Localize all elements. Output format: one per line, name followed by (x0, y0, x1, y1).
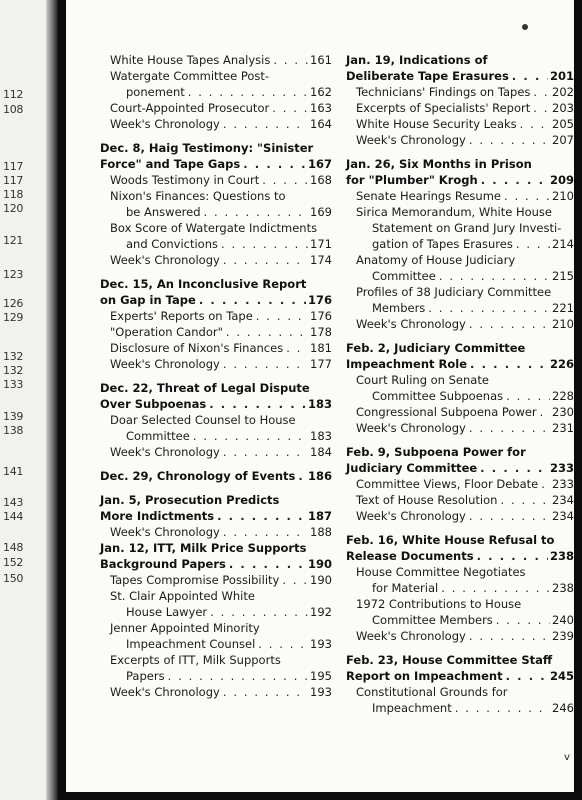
dot-leader (259, 172, 308, 188)
dot-leader (283, 340, 308, 356)
dot-leader (509, 68, 548, 84)
toc-entry (100, 572, 332, 588)
entry-title: Week's Chronology (110, 685, 220, 699)
entry-title: Anatomy of House Judiciary (356, 253, 516, 267)
dot-leader (220, 524, 308, 540)
page-number: 184 (310, 445, 332, 459)
dot-leader (279, 572, 308, 588)
entry-title: Dec. 8, Haig Testimony: "Sinister (100, 141, 314, 155)
page-number: 183 (307, 397, 332, 411)
page-number: 234 (552, 493, 574, 507)
page-number: 234 (552, 509, 574, 523)
entry-title: Week's Chronology (356, 509, 466, 523)
gutter-number: 138 (3, 424, 24, 437)
toc-entry (346, 700, 574, 716)
entry-title: Feb. 16, White House Refusal to (346, 533, 555, 547)
entry-title: Committee (372, 269, 436, 283)
section-heading (346, 356, 574, 372)
page-number: 181 (310, 341, 332, 355)
dot-leader (196, 292, 306, 308)
toc-entry (100, 524, 332, 540)
entry-title: on Gap in Tape (100, 293, 196, 307)
entry-title: Feb. 23, House Committee Staff (346, 653, 553, 667)
page-number: 238 (552, 581, 574, 595)
page-number: 186 (307, 469, 332, 483)
section-gap (346, 332, 574, 340)
dot-leader (467, 356, 548, 372)
dot-leader (497, 492, 550, 508)
gutter-number: 120 (3, 202, 24, 215)
toc-entry (100, 68, 332, 84)
section-heading (346, 652, 574, 668)
toc-entry (346, 268, 574, 284)
dot-leader (214, 508, 306, 524)
entry-title: 1972 Contributions to House (356, 597, 522, 611)
section-heading (346, 548, 574, 564)
gutter-number: 150 (3, 572, 24, 585)
section-gap (346, 644, 574, 652)
page-number: 162 (310, 85, 332, 99)
toc-entry (346, 580, 574, 596)
dot-leader (466, 508, 550, 524)
page-number: 188 (310, 525, 332, 539)
gutter-number: 143 (3, 496, 24, 509)
entry-title: Impeachment Role (346, 357, 468, 371)
entry-title: "Operation Candor" (110, 325, 223, 339)
entry-title: Background Papers (100, 557, 226, 571)
toc-entry (100, 636, 332, 652)
page-number: 176 (307, 293, 332, 307)
dot-leader (503, 668, 548, 684)
toc-entry (100, 172, 332, 188)
entry-title: Committee Members (372, 613, 493, 627)
toc-entry (346, 492, 574, 508)
dot-leader (466, 420, 550, 436)
page-number: 202 (552, 85, 574, 99)
dot-leader (501, 188, 550, 204)
entry-title: More Indictments (100, 509, 215, 523)
entry-title: Papers (126, 669, 165, 683)
page-number: 210 (552, 317, 574, 331)
gutter-number: 139 (3, 410, 24, 423)
section-gap (100, 132, 332, 140)
page-number: 161 (310, 53, 332, 67)
entry-title: Woods Testimony in Court (110, 173, 260, 187)
page-number: 240 (552, 613, 574, 627)
toc-entry (100, 356, 332, 372)
gutter-number: 108 (3, 103, 24, 116)
page-number: 163 (310, 101, 332, 115)
dot-leader (270, 52, 308, 68)
page-number: 178 (310, 325, 332, 339)
entry-title: Dec. 29, Chronology of Events (100, 469, 296, 483)
page-number: 246 (552, 701, 574, 715)
dot-leader (220, 356, 308, 372)
section-heading (100, 380, 332, 396)
page-number: 231 (552, 421, 574, 435)
dot-leader (220, 684, 308, 700)
toc-entry (100, 220, 332, 236)
entry-title: Statement on Grand Jury Investi- (372, 221, 562, 235)
toc-entry (346, 420, 574, 436)
toc-entry (100, 252, 332, 268)
entry-title: Release Documents (346, 549, 474, 563)
page-number: 239 (552, 629, 574, 643)
toc-entry (100, 684, 332, 700)
toc-entry (346, 100, 574, 116)
toc-entry (100, 668, 332, 684)
toc-entry (100, 116, 332, 132)
entry-title: Impeachment (372, 701, 452, 715)
gutter-number: 118 (3, 188, 24, 201)
page-number: 201 (549, 69, 574, 83)
dot-leader (201, 204, 309, 220)
entry-title: ponement (126, 85, 185, 99)
entry-title: Jan. 5, Prosecution Predicts (100, 493, 280, 507)
toc-entry (346, 236, 574, 252)
page-number: 207 (552, 133, 574, 147)
entry-title: Impeachment Counsel (126, 637, 256, 651)
page-number: 176 (310, 309, 332, 323)
section-heading (346, 156, 574, 172)
entry-title: Week's Chronology (110, 253, 220, 267)
page-number: 214 (552, 237, 574, 251)
previous-page-margin (0, 0, 58, 800)
dot-leader (425, 300, 550, 316)
entry-title: for "Plumber" Krogh (346, 173, 478, 187)
dot-leader (517, 116, 550, 132)
dot-leader (207, 604, 308, 620)
gutter-number: 152 (3, 556, 24, 569)
page-number: 233 (552, 477, 574, 491)
toc-entry (100, 652, 332, 668)
toc-entry (100, 236, 332, 252)
dot-leader (530, 84, 550, 100)
dot-leader (220, 116, 308, 132)
dot-leader (466, 316, 550, 332)
toc-entry (100, 100, 332, 116)
dot-leader (295, 468, 306, 484)
entry-title: Committee Views, Floor Debate (356, 477, 539, 491)
entry-title: House Lawyer (126, 605, 208, 619)
toc-entry (346, 404, 574, 420)
dot-leader (220, 444, 308, 460)
page-number: 228 (552, 389, 574, 403)
entry-title: Report on Impeachment (346, 669, 503, 683)
entry-title: Technicians' Findings on Tapes (356, 85, 531, 99)
section-heading (346, 340, 574, 356)
section-gap (100, 484, 332, 492)
toc-entry (100, 444, 332, 460)
dot-leader (538, 476, 550, 492)
page-number: 187 (307, 509, 332, 523)
dot-leader (190, 428, 308, 444)
entry-title: Tapes Compromise Possibility (110, 573, 280, 587)
ink-speck (522, 24, 528, 30)
contents-column-left (100, 52, 332, 700)
toc-entry (346, 476, 574, 492)
toc-entry (100, 340, 332, 356)
page-number: 190 (307, 557, 332, 571)
entry-title: Jan. 12, ITT, Milk Price Supports (100, 541, 307, 555)
entry-title: for Material (372, 581, 439, 595)
entry-title: and Convictions (126, 237, 218, 251)
dot-leader (493, 612, 550, 628)
page-number: 167 (307, 157, 332, 171)
dot-leader (253, 308, 308, 324)
section-heading (100, 156, 332, 172)
section-heading (100, 140, 332, 156)
section-heading (346, 444, 574, 460)
page-number: 230 (552, 405, 574, 419)
contents-column-right (346, 52, 574, 716)
page-number: 226 (549, 357, 574, 371)
gutter-number: 132 (3, 350, 24, 363)
toc-entry (346, 252, 574, 268)
entry-title: Week's Chronology (356, 421, 466, 435)
dot-leader (537, 404, 550, 420)
section-heading (100, 276, 332, 292)
section-heading (100, 492, 332, 508)
dot-leader (513, 236, 550, 252)
dot-leader (477, 460, 548, 476)
page-number: 233 (549, 461, 574, 475)
gutter-number: 117 (3, 174, 24, 187)
toc-entry (346, 684, 574, 700)
entry-title: be Answered (126, 205, 201, 219)
dot-leader (206, 396, 306, 412)
dot-leader (255, 636, 308, 652)
entry-title: Excerpts of ITT, Milk Supports (110, 653, 281, 667)
entry-title: Nixon's Finances: Questions to (110, 189, 286, 203)
page-number: 183 (310, 429, 332, 443)
entry-title: Week's Chronology (110, 117, 220, 131)
toc-entry (100, 308, 332, 324)
dot-leader (226, 556, 306, 572)
page-number: 221 (552, 301, 574, 315)
entry-title: Dec. 15, An Inconclusive Report (100, 277, 307, 291)
entry-title: White House Tapes Analysis (110, 53, 271, 67)
toc-entry (346, 508, 574, 524)
entry-title: Over Subpoenas (100, 397, 207, 411)
entry-title: Week's Chronology (356, 133, 466, 147)
entry-title: Jan. 26, Six Months in Prison (346, 157, 532, 171)
gutter-number: 132 (3, 364, 24, 377)
entry-title: Watergate Committee Post- (110, 69, 270, 83)
section-gap (346, 148, 574, 156)
page-number: 177 (310, 357, 332, 371)
toc-entry (100, 604, 332, 620)
toc-entry (346, 316, 574, 332)
section-heading (346, 68, 574, 84)
section-heading (100, 556, 332, 572)
section-gap (100, 460, 332, 468)
section-heading (346, 52, 574, 68)
toc-entry (100, 428, 332, 444)
toc-entry (100, 52, 332, 68)
entry-title: Deliberate Tape Erasures (346, 69, 509, 83)
entry-title: Box Score of Watergate Indictments (110, 221, 318, 235)
entry-title: Court-Appointed Prosecutor (110, 101, 270, 115)
entry-title: Feb. 2, Judiciary Committee (346, 341, 526, 355)
entry-title: Congressional Subpoena Power (356, 405, 537, 419)
entry-title: Judiciary Committee (346, 461, 478, 475)
dot-leader (436, 268, 550, 284)
page-number: 169 (310, 205, 332, 219)
dot-leader (530, 100, 550, 116)
toc-entry (346, 300, 574, 316)
toc-entry (100, 588, 332, 604)
gutter-number: 144 (3, 510, 24, 523)
section-heading (346, 532, 574, 548)
section-gap (346, 524, 574, 532)
toc-entry (346, 388, 574, 404)
entry-title: Week's Chronology (356, 317, 466, 331)
dot-leader (185, 84, 308, 100)
page-number: 193 (310, 685, 332, 699)
entry-title: Committee (126, 429, 190, 443)
page-number: 238 (549, 549, 574, 563)
entry-title: Week's Chronology (110, 357, 220, 371)
dot-leader (240, 156, 306, 172)
entry-title: Profiles of 38 Judiciary Committee (356, 285, 552, 299)
entry-title: gation of Tapes Erasures (372, 237, 513, 251)
entry-title: Dec. 22, Threat of Legal Dispute (100, 381, 310, 395)
gutter-number: 112 (3, 88, 24, 101)
entry-title: Jan. 19, Indications of (346, 53, 488, 67)
gutter-number: 126 (3, 297, 24, 310)
dot-leader (269, 100, 308, 116)
dot-leader (438, 580, 550, 596)
toc-entry (100, 412, 332, 428)
page-number: 205 (552, 117, 574, 131)
toc-entry (100, 620, 332, 636)
page-number: 164 (310, 117, 332, 131)
dot-leader (165, 668, 308, 684)
entry-title: Experts' Reports on Tape (110, 309, 253, 323)
page-number: 215 (552, 269, 574, 283)
dot-leader (220, 252, 308, 268)
toc-entry (346, 132, 574, 148)
entry-title: White House Security Leaks (356, 117, 517, 131)
toc-entry (100, 324, 332, 340)
dot-leader (223, 324, 308, 340)
entry-title: Doar Selected Counsel to House (110, 413, 296, 427)
section-heading (100, 468, 332, 484)
section-heading (346, 172, 574, 188)
entry-title: Committee Subpoenas (372, 389, 504, 403)
entry-title: Week's Chronology (356, 629, 466, 643)
page-number: 190 (310, 573, 332, 587)
dot-leader (478, 172, 548, 188)
gutter-number: 148 (3, 541, 24, 554)
page-number: 210 (552, 189, 574, 203)
page-number: 195 (310, 669, 332, 683)
toc-entry (346, 84, 574, 100)
toc-entry (100, 84, 332, 100)
entry-title: Constitutional Grounds for (356, 685, 508, 699)
gutter-number: 123 (3, 268, 24, 281)
toc-entry (346, 372, 574, 388)
dot-leader (452, 700, 550, 716)
page-number: 192 (310, 605, 332, 619)
entry-title: Feb. 9, Subpoena Power for (346, 445, 526, 459)
entry-title: Jenner Appointed Minority (110, 621, 260, 635)
section-gap (100, 372, 332, 380)
entry-title: Senate Hearings Resume (356, 189, 501, 203)
section-gap (100, 268, 332, 276)
toc-entry (346, 204, 574, 220)
page-number: 203 (552, 101, 574, 115)
dot-leader (474, 548, 548, 564)
toc-entry (346, 116, 574, 132)
toc-entry (346, 284, 574, 300)
page-number: 171 (310, 237, 332, 251)
page-number: 168 (310, 173, 332, 187)
entry-title: Text of House Resolution (356, 493, 498, 507)
section-heading (100, 396, 332, 412)
gutter-number: 121 (3, 234, 24, 247)
dot-leader (466, 132, 550, 148)
toc-entry (100, 188, 332, 204)
toc-entry (346, 188, 574, 204)
page-folio: v (564, 752, 570, 763)
dot-leader (218, 236, 308, 252)
entry-title: Sirica Memorandum, White House (356, 205, 552, 219)
page-number: 245 (549, 669, 574, 683)
entry-title: Members (372, 301, 426, 315)
gutter-number: 129 (3, 311, 24, 324)
contents-page (66, 0, 574, 792)
section-heading (100, 508, 332, 524)
gutter-number: 133 (3, 378, 24, 391)
dot-leader (503, 388, 550, 404)
toc-entry (346, 628, 574, 644)
toc-entry (100, 204, 332, 220)
page-number: 209 (549, 173, 574, 187)
entry-title: Excerpts of Specialists' Report (356, 101, 531, 115)
entry-title: Court Ruling on Senate (356, 373, 489, 387)
entry-title: Disclosure of Nixon's Finances (110, 341, 284, 355)
section-heading (346, 668, 574, 684)
entry-title: Force" and Tape Gaps (100, 157, 241, 171)
section-gap (346, 436, 574, 444)
section-heading (100, 292, 332, 308)
section-heading (100, 540, 332, 556)
toc-entry (346, 564, 574, 580)
section-heading (346, 460, 574, 476)
gutter-number: 141 (3, 465, 24, 478)
page-number: 174 (310, 253, 332, 267)
toc-entry (346, 612, 574, 628)
entry-title: Week's Chronology (110, 525, 220, 539)
toc-entry (346, 220, 574, 236)
page-number: 193 (310, 637, 332, 651)
entry-title: St. Clair Appointed White (110, 589, 255, 603)
entry-title: Week's Chronology (110, 445, 220, 459)
gutter-number: 117 (3, 160, 24, 173)
entry-title: House Committee Negotiates (356, 565, 526, 579)
dot-leader (466, 628, 550, 644)
toc-entry (346, 596, 574, 612)
